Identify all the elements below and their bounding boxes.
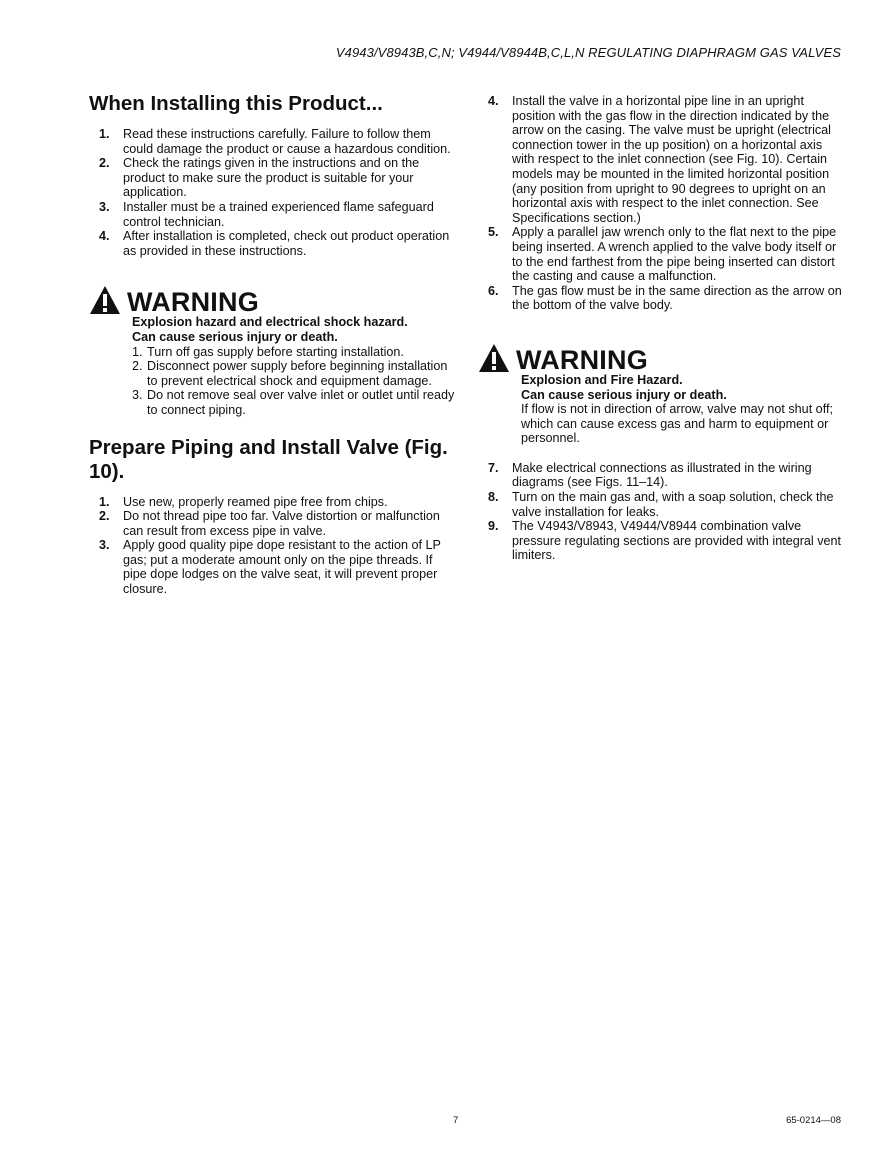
list-item <box>478 284 842 313</box>
list-item <box>89 495 459 510</box>
section-heading-installing: When Installing this Product... <box>89 92 383 115</box>
left-column <box>89 92 459 597</box>
list-item <box>132 345 459 360</box>
warning-block-shock <box>89 285 459 417</box>
step-number: 2. <box>99 509 110 524</box>
warning-header <box>478 343 842 373</box>
step-text: Read these instructions carefully. Failure to follow them could damage the product or cause a hazardous condition. <box>123 127 451 156</box>
step-text: Do not remove seal over valve inlet or outlet until ready to connect piping. <box>147 388 455 417</box>
list-item <box>89 156 459 200</box>
step-number: 1. <box>99 494 110 509</box>
warning-block-fire <box>478 343 842 446</box>
warning-consequence-line: Can cause serious injury or death. <box>132 329 338 344</box>
step-number: 2. <box>132 359 143 374</box>
warning-body <box>478 373 842 446</box>
final-steps-list <box>478 461 842 563</box>
list-item <box>132 388 459 417</box>
warning-hazard-line: Explosion and Fire Hazard. <box>521 372 683 387</box>
step-text: After installation is completed, check out product operation as provided in these instructions. <box>123 229 450 258</box>
warning-hazard-line: Explosion hazard and electrical shock hazard. <box>132 315 408 330</box>
step-number: 7. <box>488 460 499 475</box>
step-text: Apply good quality pipe dope resistant to the action of LP gas; put a moderate amount only on the pipe threads. If pipe dope lodges on the valve seat, it will prevent proper closure. <box>123 538 441 597</box>
step-text: Use new, properly reamed pipe free from chips. <box>123 494 388 509</box>
list-item <box>478 94 842 225</box>
warning-triangle-icon <box>89 285 121 315</box>
page-number: 7 <box>453 1115 459 1126</box>
list-item <box>89 538 459 596</box>
list-item <box>478 225 842 283</box>
step-text: Turn off gas supply before starting installation. <box>147 344 404 359</box>
step-text: Disconnect power supply before beginning installation to prevent electrical shock and equipment damage. <box>147 359 448 388</box>
step-number: 1. <box>132 344 143 359</box>
right-column <box>478 94 842 563</box>
step-number: 3. <box>99 199 110 214</box>
step-number: 6. <box>488 283 499 298</box>
list-item <box>478 461 842 490</box>
list-item <box>89 509 459 538</box>
list-item <box>89 127 459 156</box>
warning-triangle-icon <box>478 343 510 373</box>
step-number: 8. <box>488 490 499 505</box>
warning-header <box>89 285 459 318</box>
step-text: Install the valve in a horizontal pipe line in an upright position with the gas flow in the direction indicated by the arrow on the casing. The valve must be upright (electrical connection tower in the up position) on a horizontal axis with respect to the inlet connection (see Fig. 10). Certain models may be mounted in the limited horizontal position (any position from upright to 90 degrees to upright on an horizontal axis with respect to the inlet connection. See Specifications section.) <box>512 94 831 225</box>
step-text: Check the ratings given in the instructions and on the product to make sure the product is suitable for your application. <box>123 156 420 200</box>
step-number: 3. <box>132 388 143 403</box>
step-number: 4. <box>99 229 110 244</box>
step-text: Installer must be a trained experienced flame safeguard control technician. <box>123 199 434 229</box>
step-number: 3. <box>99 538 110 553</box>
piping-steps-list <box>89 495 459 597</box>
list-item <box>89 200 459 229</box>
step-text: Apply a parallel jaw wrench only to the flat next to the pipe being inserted. A wrench applied to the valve body itself or to the end farthest from the pipe being inserted can distort the casting and cause a malfunction. <box>512 225 837 284</box>
warning-title: WARNING <box>127 287 259 318</box>
list-item <box>478 519 842 563</box>
step-text: The V4943/V8943, V4944/V8944 combination valve pressure regulating sections are provided with integral vent limiters. <box>512 519 842 563</box>
step-number: 4. <box>488 94 499 108</box>
warning-steps-list <box>132 345 459 418</box>
document-code: 65-0214—08 <box>786 1115 841 1126</box>
warning-consequence-line: Can cause serious injury or death. <box>521 387 727 402</box>
warning-title: WARNING <box>516 344 648 375</box>
list-item <box>478 490 842 519</box>
step-text: Do not thread pipe too far. Valve distortion or malfunction can result from excess pipe in valve. <box>123 509 440 538</box>
step-number: 9. <box>488 519 499 534</box>
step-number: 1. <box>99 127 110 141</box>
step-number: 2. <box>99 156 110 171</box>
installing-steps-list <box>89 127 459 258</box>
warning-body <box>89 315 459 417</box>
section-heading-piping: Prepare Piping and Install Valve (Fig. 10). <box>89 435 448 483</box>
list-item <box>132 359 459 388</box>
step-text: Make electrical connections as illustrated in the wiring diagrams (see Figs. 11–14). <box>512 460 812 490</box>
running-header: V4943/V8943B,C,N; V4944/V8944B,C,L,N REGULATING DIAPHRAGM GAS VALVES <box>335 45 841 60</box>
install-steps-list-continued <box>478 94 842 313</box>
step-text: Turn on the main gas and, with a soap solution, check the valve installation for leaks. <box>512 490 834 519</box>
list-item <box>89 229 459 258</box>
step-text: The gas flow must be in the same direction as the arrow on the bottom of the valve body. <box>512 283 842 313</box>
step-number: 5. <box>488 225 499 240</box>
warning-description: If flow is not in direction of arrow, valve may not shut off; which can cause excess gas and harm to equipment or personnel. <box>521 402 833 446</box>
